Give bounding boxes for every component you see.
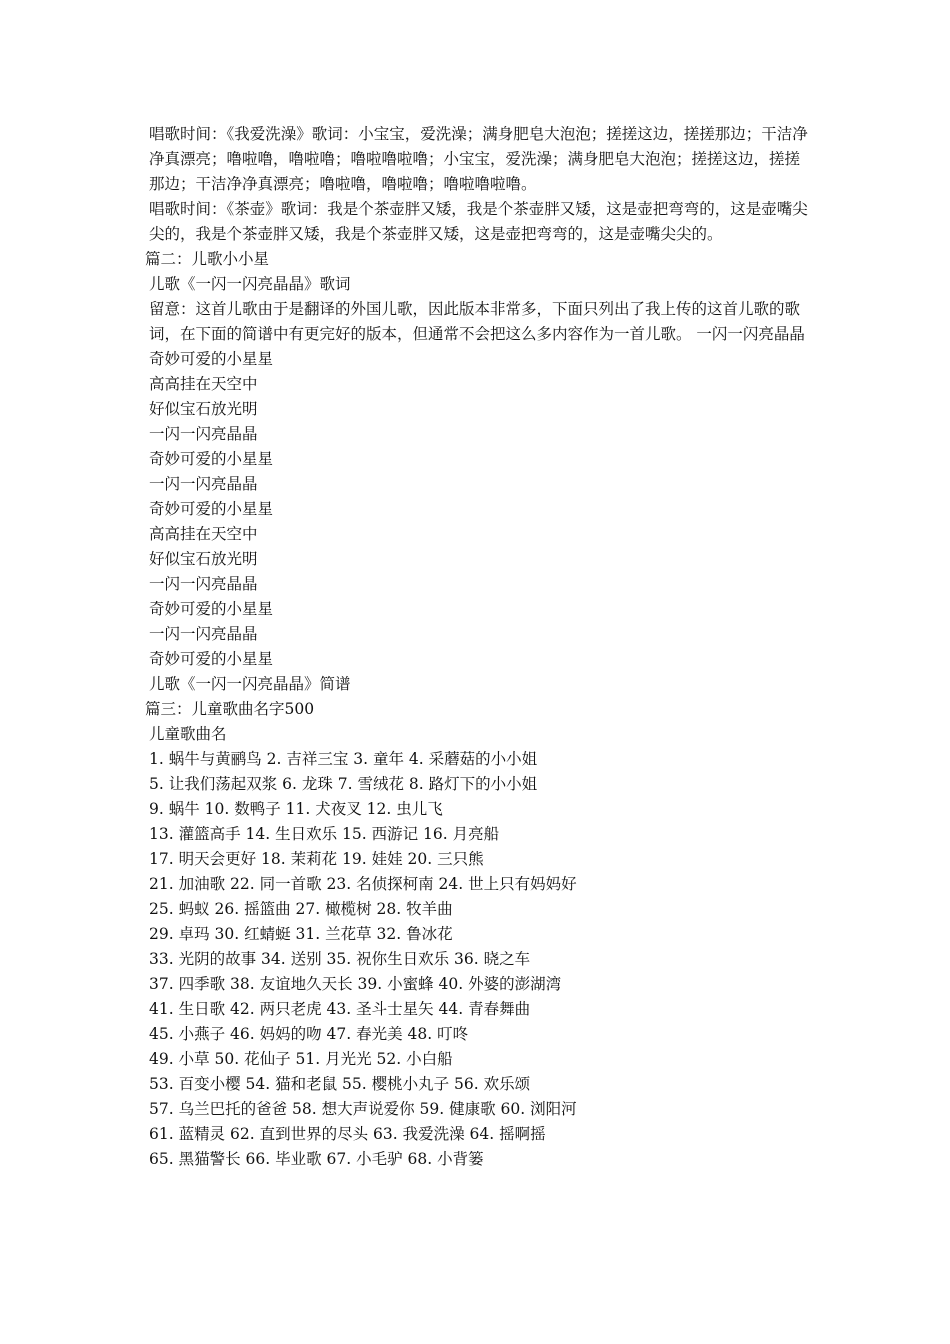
paragraph-teapot-lyrics: 唱歌时间：《茶壶》歌词：我是个茶壶胖又矮，我是个茶壶胖又矮，这是壶把弯弯的，这是壶嘴尖尖的，我是个茶壶胖又矮，我是个茶壶胖又矮，这是壶把弯弯的，这是壶嘴尖尖的。 xyxy=(149,200,808,243)
song-title-twinkle: 儿歌《一闪一闪亮晶晶》歌词 xyxy=(149,275,351,293)
song-list-line: 1. 蜗牛与黄鹂鸟 2. 吉祥三宝 3. 童年 4. 采蘑菇的小小姐 xyxy=(149,750,538,768)
song-list-line: 57. 乌兰巴托的爸爸 58. 想大声说爱你 59. 健康歌 60. 浏阳河 xyxy=(149,1100,577,1118)
lyric-line: 一闪一闪亮晶晶 xyxy=(149,625,258,643)
song-list-line: 49. 小草 50. 花仙子 51. 月光光 52. 小白船 xyxy=(149,1050,453,1068)
lyric-line: 好似宝石放光明 xyxy=(149,400,258,418)
lyric-line: 一闪一闪亮晶晶 xyxy=(149,475,258,493)
lyric-line: 奇妙可爱的小星星 xyxy=(149,450,274,468)
lyric-line: 高高挂在天空中 xyxy=(149,525,258,543)
song-list-line: 29. 卓玛 30. 红蜻蜓 31. 兰花草 32. 鲁冰花 xyxy=(149,925,453,943)
lyric-line: 奇妙可爱的小星星 xyxy=(149,500,274,518)
lyric-line: 一闪一闪亮晶晶 xyxy=(149,575,258,593)
song-list-line: 61. 蓝精灵 62. 直到世界的尽头 63. 我爱洗澡 64. 摇啊摇 xyxy=(149,1125,546,1143)
paragraph-bath-song-lyrics: 唱歌时间：《我爱洗澡》歌词：小宝宝，爱洗澡；满身肥皂大泡泡；搓搓这边，搓搓那边；干洁净净真漂亮；噜啦噜，噜啦噜；噜啦噜啦噜；小宝宝，爱洗澡；满身肥皂大泡泡；搓搓这边，搓搓那边；干洁净净真漂亮；噜啦噜，噜啦噜；噜啦噜啦噜。 xyxy=(149,125,808,193)
song-list-line: 45. 小燕子 46. 妈妈的吻 47. 春光美 48. 叮咚 xyxy=(149,1025,469,1043)
lyric-line: 奇妙可爱的小星星 xyxy=(149,350,274,368)
song-list-line: 13. 灌篮高手 14. 生日欢乐 15. 西游记 16. 月亮船 xyxy=(149,825,500,843)
song-score-title: 儿歌《一闪一闪亮晶晶》简谱 xyxy=(149,675,351,693)
song-list-line: 37. 四季歌 38. 友谊地久天长 39. 小蜜蜂 40. 外婆的澎湖湾 xyxy=(149,975,562,993)
song-list-line: 33. 光阴的故事 34. 送别 35. 祝你生日欢乐 36. 晓之车 xyxy=(149,950,531,968)
section-heading-part-two: 篇二：儿歌小小星 xyxy=(145,250,270,268)
lyric-line: 高高挂在天空中 xyxy=(149,375,258,393)
section-heading-part-three: 篇三：儿童歌曲名字500 xyxy=(145,700,315,718)
song-list-line: 21. 加油歌 22. 同一首歌 23. 名侦探柯南 24. 世上只有妈妈好 xyxy=(149,875,577,893)
lyric-line: 奇妙可爱的小星星 xyxy=(149,650,274,668)
list-heading-song-names: 儿童歌曲名 xyxy=(149,725,227,743)
paragraph-note: 留意：这首儿歌由于是翻译的外国儿歌，因此版本非常多，下面只列出了我上传的这首儿歌的歌词，在下面的简谱中有更完好的版本，但通常不会把这么多内容作为一首儿歌。 一闪一闪亮晶晶 xyxy=(149,300,805,343)
document-body xyxy=(145,122,810,1172)
song-list-line: 41. 生日歌 42. 两只老虎 43. 圣斗士星矢 44. 青春舞曲 xyxy=(149,1000,531,1018)
song-list-line: 25. 蚂蚁 26. 摇篮曲 27. 橄榄树 28. 牧羊曲 xyxy=(149,900,453,918)
song-list-line: 53. 百变小樱 54. 猫和老鼠 55. 樱桃小丸子 56. 欢乐颂 xyxy=(149,1075,531,1093)
song-list-line: 65. 黑猫警长 66. 毕业歌 67. 小毛驴 68. 小背篓 xyxy=(149,1150,484,1168)
lyric-line: 好似宝石放光明 xyxy=(149,550,258,568)
song-list-line: 9. 蜗牛 10. 数鸭子 11. 犬夜叉 12. 虫儿飞 xyxy=(149,800,443,818)
song-list-line: 5. 让我们荡起双浆 6. 龙珠 7. 雪绒花 8. 路灯下的小小姐 xyxy=(149,775,538,793)
lyric-line: 一闪一闪亮晶晶 xyxy=(149,425,258,443)
lyric-line: 奇妙可爱的小星星 xyxy=(149,600,274,618)
song-list-line: 17. 明天会更好 18. 茉莉花 19. 娃娃 20. 三只熊 xyxy=(149,850,484,868)
